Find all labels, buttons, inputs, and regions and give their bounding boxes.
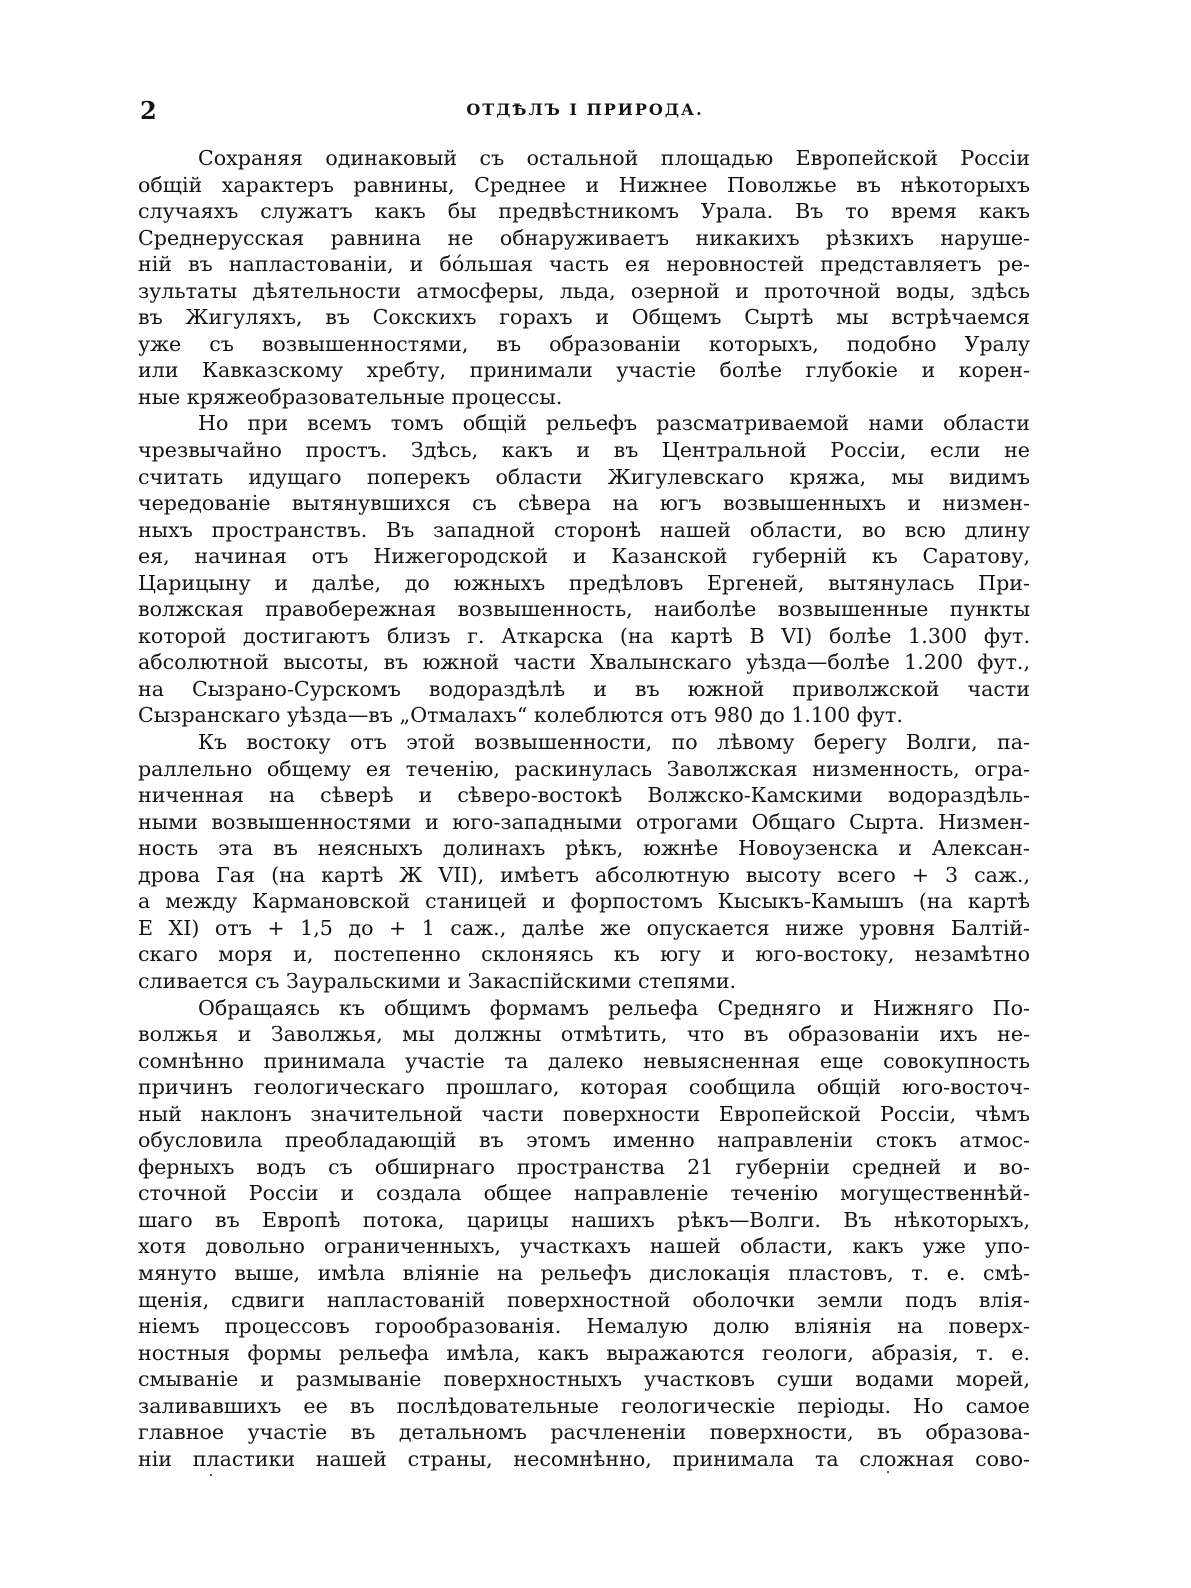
text-line: волжская правобережная возвышенность, наиболѣе возвышенные пункты (138, 597, 1030, 622)
page-header (140, 96, 1030, 126)
text-line: Къ востоку отъ этой возвышенности, по лѣвому берегу Волги, па- (198, 730, 1030, 755)
scan-speck (887, 1471, 889, 1473)
text-line: ея, начиная отъ Нижегородской и Казанской губерній къ Саратову, (138, 544, 1030, 569)
text-line: считать идущаго поперекъ области Жигулевскаго кряжа, мы видимъ (138, 464, 1030, 489)
running-title: ОТДѢЛЪ I ПРИРОДА. (466, 100, 704, 119)
text-line: чрезвычайно простъ. Здѣсь, какъ и въ Центральной Россіи, если не (138, 438, 1030, 463)
text-line: Обращаясь къ общимъ формамъ рельефа Средняго и Нижняго По- (198, 995, 1030, 1020)
text-line: Сызранскаго уѣзда—въ „Отмалахъ“ колеблются отъ 980 до 1.100 фут. (138, 703, 903, 728)
text-line: ніи пластики нашей страны, несомнѣнно, принимала та сложная сово- (138, 1446, 1030, 1471)
text-line: случаяхъ служатъ какъ бы предвѣстникомъ Урала. Въ то время какъ (138, 199, 1030, 224)
text-line: сомнѣнно принимала участіе та далеко невыясненная еще совокупность (138, 1048, 1030, 1073)
text-line: волжья и Заволжья, мы должны отмѣтить, что въ образованіи ихъ не- (138, 1022, 1030, 1047)
text-line: ніемъ процессовъ горообразованія. Немалую долю вліянія на поверх- (138, 1314, 1030, 1339)
text-line: Царицыну и далѣе, до южныхъ предѣловъ Ергеней, вытянулась При- (138, 570, 1030, 595)
text-line: Сохраняя одинаковый съ остальной площадью Европейской Россіи (198, 146, 1030, 170)
text-line: Е XI) отъ + 1,5 до + 1 саж., далѣе же опускается ниже уровня Балтій- (138, 915, 1030, 940)
body-text (138, 145, 1030, 1472)
text-line: ный наклонъ значительной части поверхности Европейской Россіи, чѣмъ (138, 1101, 1030, 1126)
text-line: сливается съ Зауральскими и Закаспійскими степями. (138, 968, 737, 993)
text-line: Среднерусская равнина не обнаруживаетъ никакихъ рѣзкихъ наруше- (138, 225, 1030, 250)
text-line: щенія, сдвиги напластованій поверхностной оболочки земли подъ влія- (138, 1287, 1030, 1312)
text-line: а между Кармановской станицей и форпостомъ Кысыкъ-Камышъ (на картѣ (138, 889, 1030, 914)
text-line: ній въ напластованіи, и бóльшая часть ея неровностей представляетъ ре- (138, 252, 1030, 277)
text-line: абсолютной высоты, въ южной части Хвалынскаго уѣзда—болѣе 1.200 фут., (138, 650, 1030, 675)
text-line: ныхъ пространствъ. Въ западной сторонѣ нашей области, во всю длину (138, 517, 1030, 542)
text-line: главное участіе въ детальномъ расчлененіи поверхности, въ образова- (138, 1420, 1030, 1445)
text-line: скаго моря и, постепенно склоняясь къ югу и юго-востоку, незамѣтно (138, 942, 1030, 967)
text-line: ность эта въ неясныхъ долинахъ рѣкъ, южнѣе Новоузенска и Алексан- (138, 836, 1030, 861)
text-line: сточной Россіи и создала общее направленіе теченію могущественнѣй- (138, 1181, 1030, 1206)
text-line: общій характеръ равнины, Среднее и Нижнее Поволжье въ нѣкоторыхъ (138, 172, 1030, 197)
text-line: ные кряжеобразовательные процессы. (138, 384, 563, 409)
text-line: Но при всемъ томъ общій рельефъ разсматриваемой нами области (198, 411, 1030, 436)
scan-speck (210, 1474, 212, 1476)
text-line: ными возвышенностями и юго-западными отрогами Общаго Сырта. Низмен- (138, 809, 1030, 834)
text-line: въ Жигуляхъ, въ Сокскихъ горахъ и Общемъ Сыртѣ мы встрѣчаемся (138, 305, 1030, 330)
text-line: раллельно общему ея теченію, раскинулась Заволжская низменность, огра- (138, 756, 1030, 781)
text-line: уже съ возвышенностями, въ образованіи которыхъ, подобно Уралу (138, 331, 1030, 356)
text-line: ностныя формы рельефа имѣла, какъ выражаются геологи, абразія, т. е. (138, 1340, 1030, 1365)
text-line: ниченная на сѣверѣ и сѣверо-востокѣ Волжско-Камскими водораздѣль- (138, 783, 1030, 808)
text-line: причинъ геологическаго прошлаго, которая сообщила общій юго-восточ- (138, 1075, 1030, 1100)
text-line: обусловила преобладающій въ этомъ именно направленіи стокъ атмос- (138, 1128, 1030, 1153)
text-line: шаго въ Европѣ потока, царицы нашихъ рѣкъ—Волги. Въ нѣкоторыхъ, (138, 1207, 1030, 1232)
text-line: заливавшихъ ее въ послѣдовательные геологическіе періоды. Но самое (138, 1393, 1030, 1418)
text-line: дрова Гая (на картѣ Ж VII), имѣетъ абсолютную высоту всего + 3 саж., (138, 862, 1030, 887)
text-line: или Кавказскому хребту, принимали участіе болѣе глубокіе и корен- (138, 358, 1030, 383)
page-number: 2 (140, 96, 157, 125)
text-line: чередованіе вытянувшихся съ сѣвера на югъ возвышенныхъ и низмен- (138, 491, 1030, 516)
text-line: на Сызрано-Сурскомъ водораздѣлѣ и въ южной приволжской части (138, 676, 1030, 701)
text-line: мянуто выше, имѣла вліяніе на рельефъ дислокація пластовъ, т. е. смѣ- (138, 1260, 1030, 1285)
text-line: смываніе и размываніе поверхностныхъ участковъ суши водами морей, (138, 1367, 1030, 1392)
text-line: хотя довольно ограниченныхъ, участкахъ нашей области, какъ уже упо- (138, 1234, 1030, 1259)
text-line: зультаты дѣятельности атмосферы, льда, озерной и проточной воды, здѣсь (138, 278, 1030, 303)
text-line: которой достигаютъ близъ г. Аткарска (на картѣ В VI) болѣе 1.300 фут. (138, 623, 1030, 648)
text-line: ферныхъ водъ съ обширнаго пространства 21 губерніи средней и во- (138, 1154, 1030, 1179)
